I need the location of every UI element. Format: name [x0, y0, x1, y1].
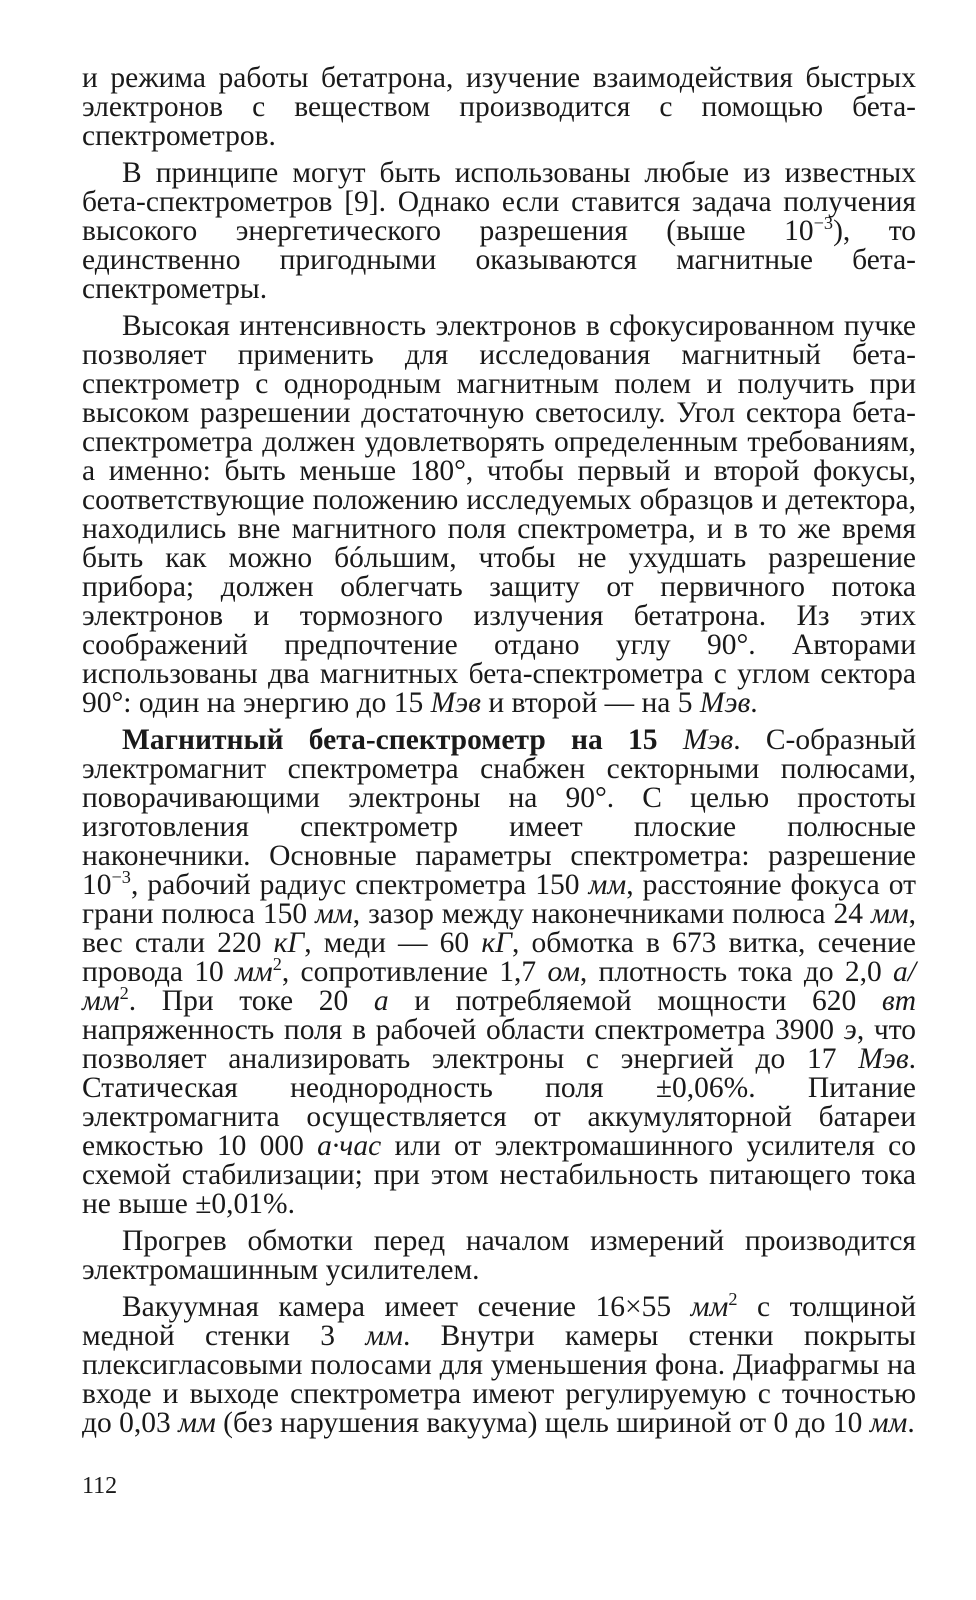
text-run: , сопротивление 1,7 [281, 956, 548, 988]
text-run: . [750, 687, 758, 719]
body-text [82, 64, 916, 1446]
superscript: 2 [119, 983, 129, 1004]
text-run: В принципе могут быть использованы любые из известных бета-спектрометров [9]. Однако если ставится задача получения высокого энергетического разрешения (выше 10 [82, 157, 916, 247]
text-run: и режима работы бетатрона, изучение взаимодействия быстрых электронов с веществом производится с помощью бета-спектрометров. [82, 62, 916, 152]
text-run: , рабочий радиус спектрометра 150 [130, 869, 589, 901]
text-run: . Статическая неоднородность поля ±0,06%. Питание электромагнита осуществляется от аккумуляторной батареи емкостью 10 000 [82, 1043, 916, 1162]
superscript: −3 [111, 867, 131, 888]
text-run: . При токе 20 [128, 985, 374, 1017]
paragraph-1 [82, 64, 916, 151]
unit: э [843, 1014, 857, 1046]
text-run: Прогрев обмотки перед началом измерений производится электромашинным усилителем. [82, 1225, 916, 1286]
text-run: напряженность поля в рабочей области спектрометра 3900 [82, 1014, 844, 1046]
unit: мм [235, 956, 273, 988]
text-run: ), то единственно пригодными оказываются магнитные бета-спектрометры. [82, 215, 917, 305]
superscript: −3 [813, 213, 834, 234]
unit: мм [365, 1320, 403, 1352]
text-run: . С-образный электромагнит спектрометра снабжен секторными полюсами, поворачивающими электроны на 90°. С целью простоты изготовления спектрометр имеет плоские полюсные наконечники. Основные параметры спектрометра: разрешение 10 [82, 724, 917, 901]
page-number: 112 [82, 1473, 118, 1499]
text-run: , что позволяет анализировать электроны с энергией до 17 [82, 1014, 917, 1075]
text-run: Высокая интенсивность электронов в сфокусированном пучке позволяет применить для исследования магнитный бета-спектрометр с однородным магнитным полем и получить при высоком разрешении достаточную светосилу. Угол сектора бета-спектрометра должен удовлетворять определенным требованиям, а именно: быть меньше 180°, чтобы первый и второй фокусы, соответствующие положению исследуемых образцов и детектора, находились вне магнитного поля спектрометра, и в то же время быть как можно бóльшим, чтобы не ухудшать разрешение прибора; должен облегчать защиту от первичного потока электронов и тормозного излучения бетатрона. Из этих соображений предпочтение отдано углу 90°. Авторами использованы два магнитных бета-спектрометра с углом сектора 90°: один на энергию до 15 [82, 310, 916, 719]
text-run: Вакуумная камера имеет сечение 16×55 [122, 1291, 691, 1323]
text-run: . Внутри камеры стенки покрыты плексигласовыми полосами для уменьшения фона. Диафрагмы на входе и выходе спектрометра имеют регулируемую с точностью до 0,03 [82, 1320, 916, 1439]
unit: кГ [273, 927, 305, 959]
unit: мм [690, 1291, 729, 1323]
section-heading: Магнитный бета-спектрометр на 15 [122, 724, 683, 756]
text-run: , вес стали 220 [82, 898, 916, 959]
superscript: 2 [272, 954, 282, 975]
text-run: и потребляемой мощности 620 [388, 985, 882, 1017]
text-run: , расстояние фокуса от грани полюса 150 [82, 869, 916, 930]
unit: а [373, 985, 389, 1017]
text-run: , обмотка в 673 витка, сечение провода 10 [82, 927, 916, 988]
paragraph-3 [82, 312, 916, 718]
paragraph-5 [82, 1227, 916, 1285]
unit: Мэв [682, 724, 734, 756]
text-run: , зазор между наконечниками полюса 24 [352, 898, 871, 930]
unit: а·час [317, 1130, 382, 1162]
text-run: или от электромашинного усилителя со схемой стабилизации; при этом нестабильность питающего тока не выше ±0,01%. [82, 1130, 916, 1220]
unit: ом [547, 956, 580, 988]
unit: вт [881, 985, 916, 1017]
unit: Мэв [430, 687, 481, 719]
paragraph-6 [82, 1289, 916, 1439]
superscript: 2 [728, 1289, 738, 1310]
unit: мм [588, 869, 627, 901]
unit: Мэв [858, 1043, 909, 1075]
unit: кГ [481, 927, 512, 959]
unit: а/мм [82, 956, 916, 1017]
unit: Мэв [699, 687, 751, 719]
text-run: с толщиной медной стенки 3 [82, 1291, 916, 1352]
text-run: (без нарушения вакуума) щель шириной от 0 до 10 [215, 1407, 870, 1439]
unit: мм [178, 1407, 216, 1439]
unit: мм [870, 898, 909, 930]
unit: мм [869, 1407, 908, 1439]
paragraph-4 [82, 726, 916, 1219]
paragraph-2 [82, 159, 916, 304]
text-run: , меди — 60 [304, 927, 482, 959]
unit: мм [315, 898, 353, 930]
text-run: и второй — на 5 [480, 687, 700, 719]
text-run: , плотность тока до 2,0 [579, 956, 894, 988]
text-run: . [907, 1407, 915, 1439]
